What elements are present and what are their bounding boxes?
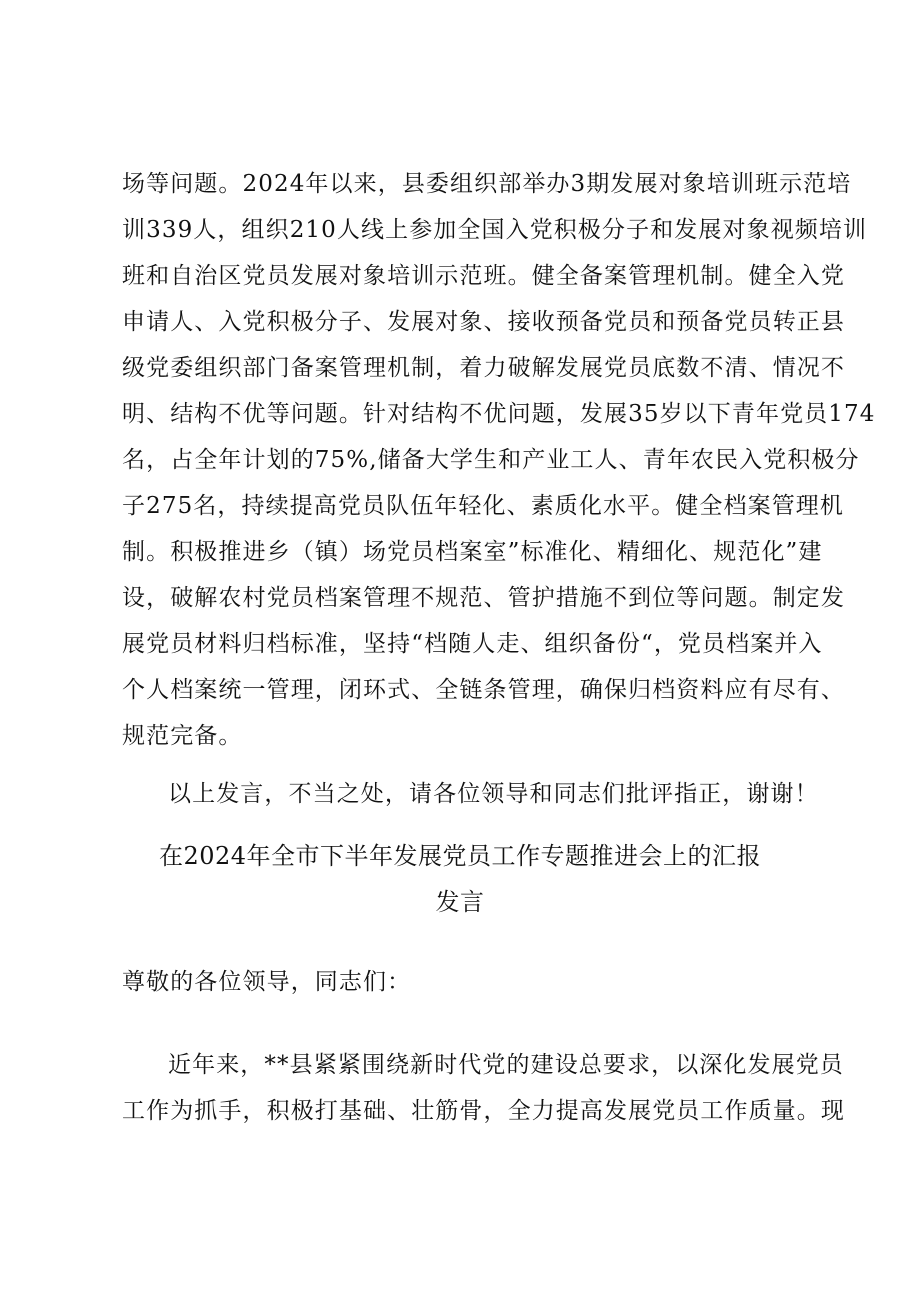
body-line: 班和自治区党员发展对象培训示范班。健全备案管理机制。健全入党 (122, 263, 845, 289)
body-line: 个人档案统一管理，闭环式、全链条管理，确保归档资料应有尽有、 (122, 677, 845, 703)
body-line: 展党员材料归档标准，坚持“档随人走、组织备份“，党员档案并入 (122, 631, 823, 657)
closing-line: 以上发言，不当之处，请各位领导和同志们批评指正，谢谢！ (168, 781, 819, 807)
body-line: 申请人、入党积极分子、发展对象、接收预备党员和预备党员转正县 (122, 309, 845, 335)
body-line: 制。积极推进乡（镇）场党员档案室”标准化、精细化、规范化”建 (122, 539, 823, 565)
body-line: 明、结构不优等问题。针对结构不优问题，发展35岁以下青年党员174 (122, 401, 876, 427)
body-line: 场等问题。2024年以来，县委组织部举办3期发展对象培训班示范培 (122, 171, 852, 197)
intro-line: 工作为抓手，积极打基础、壮筋骨，全力提高发展党员工作质量。现 (122, 1098, 845, 1124)
body-line: 设，破解农村党员档案管理不规范、管护措施不到位等问题。制定发 (122, 585, 845, 611)
body-line: 训339人，组织210人线上参加全国入党积极分子和发展对象视频培训 (122, 217, 868, 243)
body-line: 级党委组织部门备案管理机制，着力破解发展党员底数不清、情况不 (122, 355, 845, 381)
body-line: 子275名，持续提高党员队伍年轻化、素质化水平。健全档案管理机 (122, 493, 844, 519)
body-line: 名，占全年计划的75%,储备大学生和产业工人、青年农民入党积极分 (122, 447, 860, 473)
page-title-continued: 发言 (435, 888, 485, 916)
body-line: 规范完备。 (122, 723, 243, 749)
page-title: 在2024年全市下半年发展党员工作专题推进会上的汇报 (158, 842, 762, 870)
intro-line: 近年来，**县紧紧围绕新时代党的建设总要求，以深化发展党员 (168, 1052, 844, 1078)
salutation: 尊敬的各位领导，同志们： (122, 969, 412, 995)
